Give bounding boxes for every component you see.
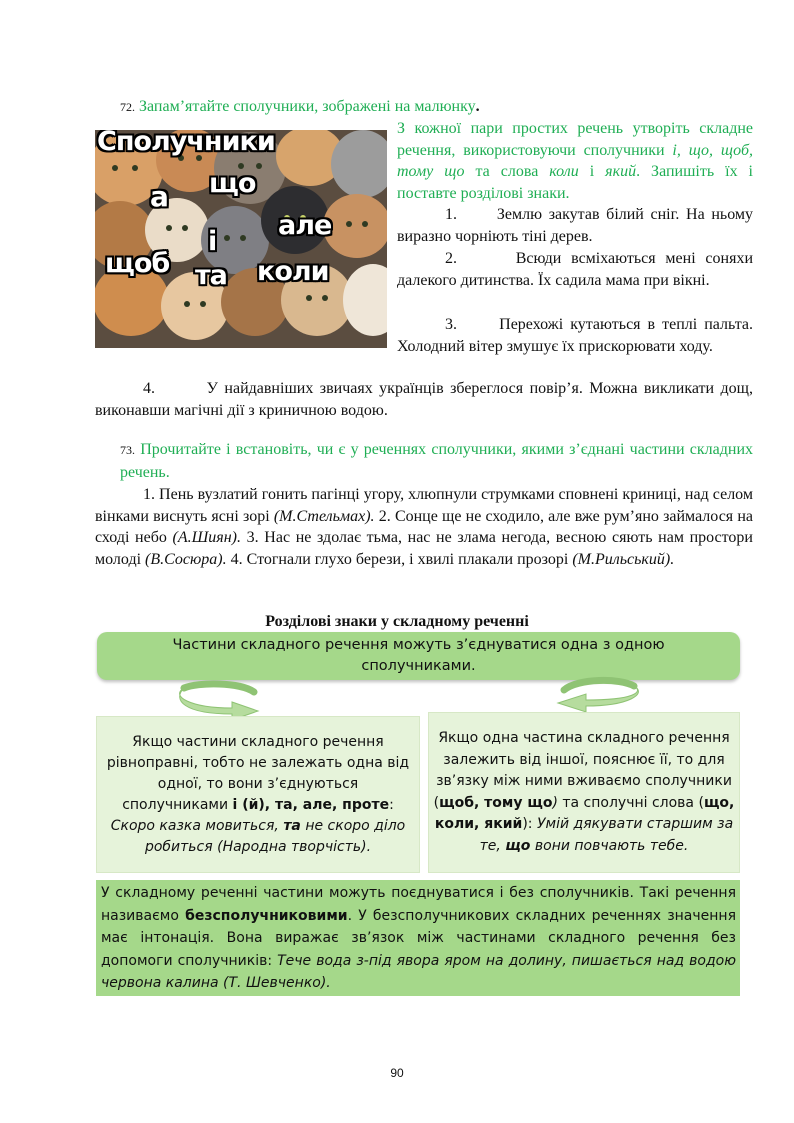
picture-word-i: і [208,226,217,257]
conjunctive-words: що, коли, який [434,794,735,832]
author: (В.Сосюра). [145,550,227,568]
author: (А.Шиян). [172,529,242,546]
picture-word-shcho: що [209,168,256,199]
picture-title: Сполучники [97,130,275,157]
right-curved-arrow-icon [548,676,648,716]
picture-word-ta: та [195,260,227,291]
exercise-72-item-2: 2. Всюди всміхаються мені соняхи далекого дитинства. Їх садила мама при вікні. [397,250,754,289]
picture-word-koly: коли [257,256,329,287]
exercise-72-item-3: 3. Перехожі кутаються в теплі пальта. Холодний вітер змушує їх прискорювати ходу. [397,316,754,355]
subordinating-conjunctions: щоб, тому що [439,794,553,811]
picture-word-a: а [150,180,168,213]
author: (М.Стельмах). [273,507,375,525]
exercise-72-task: 72. Запам’ятайте сполучники, зображені на малюнку. [120,98,480,115]
page-number: 90 [390,1066,404,1080]
picture-word-ale: але [278,210,332,241]
exercise-73-task [120,439,753,483]
asyndetic-sentences-box: У складному реченні частини можуть поєднуватися і без сполучників. Такі речення називаємо безсполучниковими. У безсполучникових складних реченнях значення має інтонація. Вона виражає зв’язок між частинами складного речення без допомоги сполучників: Тече вода з-під явора яром на долину, пишається над водою червона калина (Т. Шевченко). [96,880,740,996]
exercise-73-sentences: 1. Пень вузлатий гонить пагінці угору, хлюпнули струмками сповнені криниці, над селом вінками виснуть ясні зорі (М.Стельмах). 2. Сонце ще не сходило, але вже рум’яно займалося на сході небо (А.Шиян). 3. Нас не здолає тьма, нас не злама негода, весною сяють нам простори молоді (В.Сосюра). 4. Стогнали глухо берези, і хвилі плакали прозорі (М.Рильський). [95,486,753,568]
task-text: Прочитайте і встановіть, чи є у реченнях сполучники, якими з’єднані частини складних речень. [120,441,754,481]
coordinating-conjunctions: і (й), та, але, проте [232,796,390,813]
conjunction-list: і, що, щоб, тому що [397,141,754,180]
asyndetic-term: безсполучниковими [185,907,348,924]
exercise-72-item-1: 1. Землю закутав білий сніг. На ньому виразно чорніють тіні дерев. [397,206,754,245]
exercise-number: 73. [120,443,135,457]
diagram-title: Розділові знаки у складному реченні [265,613,529,630]
task-text: Запам’ятайте сполучники, зображені на малюнку [139,98,476,115]
exercise-number: 72. [120,100,135,114]
left-curved-arrow-icon [170,680,270,720]
exercise-72-item-4: 4. У найдавніших звичаях українців збереглося повір’я. Можна викликати дощ, виконавши магічні дії з криничною водою. [95,380,753,419]
coordinating-conjunctions-box: Якщо частини складного речення рівноправні, тобто не залежать одна від одної, то вони з’єднуються сполучниками і (й), та, але, проте: Скоро казка мовиться, та не скоро діло робиться (Народна творчість). [96,716,420,873]
subordinating-conjunctions-box: Якщо одна частина складного речення залежить від іншої, пояснює її, то для зв’язку між ними вживаємо сполучники (щоб, тому що) та сполучні слова (що, коли, який): Умій дякувати старшим за те, що вони повчають тебе. [428,712,740,873]
exercise-72-instructions: З кожної пари простих речень утворіть складне речення, використовуючи сполучники і, що, щоб, тому що та слова коли і який. Запишіть їх і поставте розділові знаки. [397,120,754,202]
rule-conjunctions-box: Частини складного речення можуть з’єднуватися одна з одною сполучниками. [97,632,740,680]
picture-word-shchob: щоб [105,248,170,279]
author: (М.Рильський). [572,550,675,568]
example-quote: Тече вода з-під явора яром на долину, пишається над водою червона калина (Т. Шевченко). [101,952,737,991]
